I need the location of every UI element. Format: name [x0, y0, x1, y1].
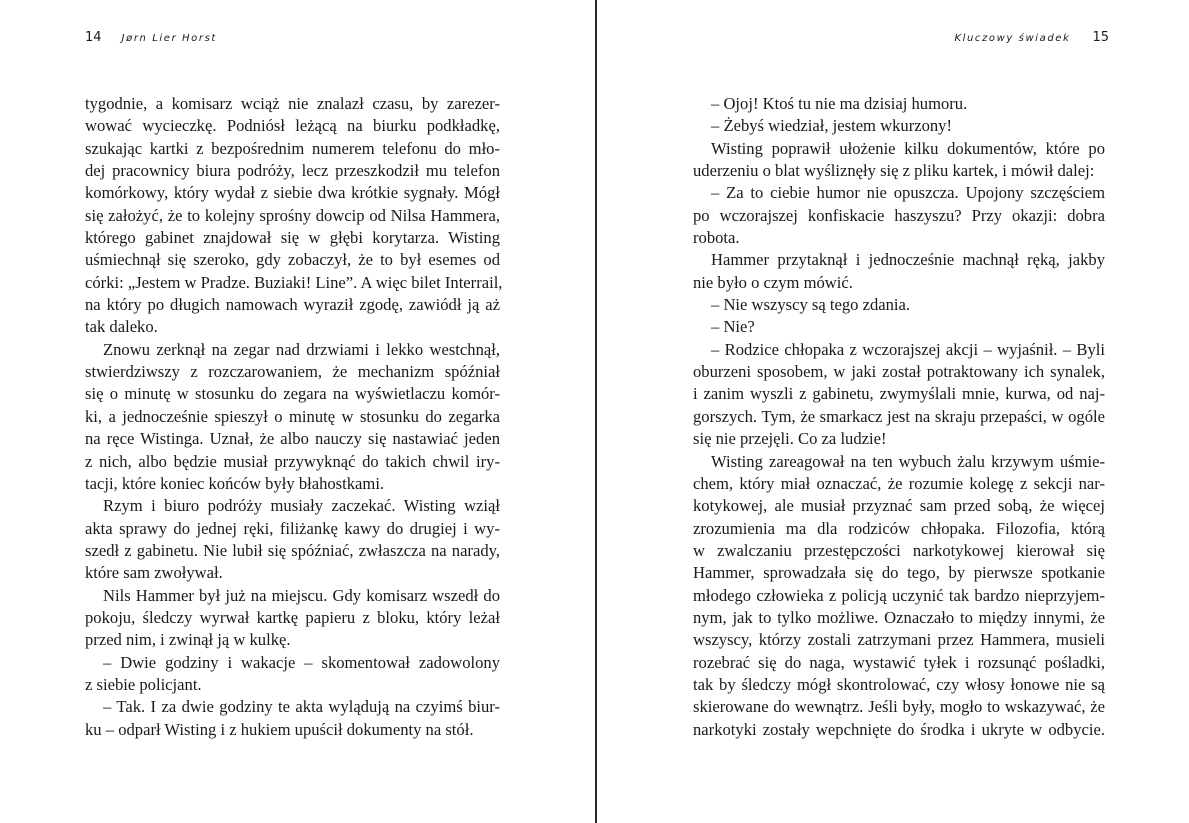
- text-line: po wczorajszej konfiskacie haszyszu? Przy okazji: dobra: [693, 205, 1105, 225]
- page-number-right: 15: [1092, 30, 1109, 45]
- text-line: chem, który miał oznaczać, że rozumie kolegę z sekcji nar-: [693, 473, 1105, 493]
- text-line: – Rodzice chłopaka z wczorajszej akcji – wyjaśnił. – Byli: [711, 339, 1105, 359]
- text-line: tygodnie, a komisarz wciąż nie znalazł czasu, by zarezer-: [85, 94, 500, 113]
- text-line: Nils Hammer był już na miejscu. Gdy komisarz wszedł do: [103, 585, 500, 605]
- text-line: na który po długich namowach wyraził zgodę, zawiódł ją aż: [85, 295, 500, 315]
- text-line: córki: „Jestem w Pradze. Buziaki! Line”. A więc bilet Interrail,: [85, 272, 503, 292]
- text-line: komórkowy, który wydał z siebie dwa krótkie sygnały. Mógł: [85, 183, 500, 203]
- text-line: kotykowej, ale musiał przyznać sam przed sobą, że więcej: [693, 496, 1105, 516]
- text-line: uśmiechnął się szeroko, gdy zobaczył, że to był esemes od: [85, 250, 500, 270]
- author-name: Jørn Lier Horst: [121, 33, 217, 44]
- text-line: narkotyki zostały wepchnięte do środka i ukryte w odbycie.: [693, 719, 1105, 739]
- text-line: – Ojoj! Ktoś tu nie ma dzisiaj humoru.: [711, 94, 968, 113]
- text-line: wszyscy, którzy zostali zatrzymani przez Hammera, musieli: [693, 630, 1105, 650]
- page-number-left: 14: [85, 30, 102, 45]
- text-line: Wisting zareagował na ten wybuch żalu krzywym uśmie-: [711, 451, 1105, 471]
- text-line: z nich, albo będzie musiał przywyknąć do takich chwil iry-: [85, 451, 500, 471]
- right-page-text: [693, 93, 1105, 741]
- text-line: – Za to ciebie humor nie opuszcza. Upojony szczęściem: [711, 183, 1105, 203]
- text-line: młodego człowieka z policją uczynić tak bardzo nieprzyjem-: [693, 585, 1105, 605]
- text-line: i zanim wyszli z gabinetu, zwymyślali mnie, kurwa, od naj-: [693, 384, 1105, 404]
- text-line: Hammer przytaknął i jednocześnie machnął ręką, jakby: [711, 250, 1105, 270]
- text-line: z siebie policjant.: [85, 674, 202, 694]
- text-line: Wisting poprawił ułożenie kilku dokumentów, które po: [711, 138, 1105, 158]
- text-line: – Tak. I za dwie godziny te akta wylądują na czyimś biur-: [103, 697, 500, 717]
- text-line: akta sprawy do jednej ręki, filiżankę kawy do drugiej i wy-: [85, 518, 500, 538]
- text-line: pokoju, śledczy wyrwał kartkę papieru z bloku, który leżał: [85, 607, 500, 627]
- text-line: tak by śledczy mógł skontrolować, czy włosy łonowe nie są: [693, 674, 1105, 694]
- book-title: Kluczowy świadek: [954, 33, 1071, 44]
- text-line: szedł z gabinetu. Nie lubił się spóźniać, zwłaszcza na narady,: [85, 540, 500, 560]
- right-page: [597, 0, 1189, 823]
- text-line: – Nie wszyscy są tego zdania.: [711, 295, 911, 315]
- text-line: – Nie?: [711, 317, 755, 337]
- text-line: szukając kartki z bezpośrednim numerem telefonu do mło-: [85, 138, 500, 158]
- text-line: się o minutę w stosunku do zegara na wyświetlaczu komór-: [85, 384, 500, 404]
- text-line: Rzym i biuro podróży musiały zaczekać. Wisting wziął: [103, 496, 500, 516]
- text-line: Znowu zerknął na zegar nad drzwiami i lekko westchnął,: [103, 339, 500, 359]
- text-line: się nie przejęli. Co za ludzie!: [693, 429, 887, 449]
- text-line: ki, a jednocześnie spieszył o minutę w stosunku do zegarka: [85, 406, 500, 426]
- right-running-head: [954, 28, 1109, 49]
- text-line: skierowane do wewnątrz. Jeśli były, mogło to wskazywać, że: [693, 697, 1105, 717]
- text-line: które sam zwoływał.: [85, 563, 223, 583]
- text-line: nie było o czym mówić.: [693, 272, 853, 292]
- text-line: uderzeniu o blat wyśliznęły się z pliku kartek, i mówił dalej:: [693, 161, 1095, 181]
- text-line: wować wycieczkę. Podniósł leżącą na biurku podkładkę,: [85, 116, 500, 136]
- text-line: tak daleko.: [85, 317, 158, 337]
- text-line: ku – odparł Wisting i z hukiem upuścił dokumenty na stół.: [85, 719, 474, 739]
- left-running-head: [85, 28, 217, 49]
- text-line: się założyć, że to kolejny sprośny dowcip od Nilsa Hammera,: [85, 205, 500, 225]
- text-line: – Dwie godziny i wakacje – skomentował zadowolony: [103, 652, 500, 672]
- text-line: dej pracownicy biura podróży, lecz przeszkodził mu telefon: [85, 161, 500, 181]
- text-line: którego gabinet znajdował się w głębi korytarza. Wisting: [85, 228, 500, 248]
- text-line: tacji, które koniec końców były błahostkami.: [85, 473, 385, 493]
- text-line: gorszych. Tym, że smarkacz jest na skraju przepaści, w ogóle: [693, 406, 1105, 426]
- text-line: przed nim, i zwinął ją w kulkę.: [85, 630, 291, 650]
- text-line: nym, jak to tylko możliwe. Oznaczało to między innymi, że: [693, 607, 1105, 627]
- left-page-text: [85, 93, 503, 741]
- text-line: zrozumienia ma dla rodziców chłopaka. Filozofia, którą: [693, 518, 1105, 538]
- text-line: – Żebyś wiedział, jestem wkurzony!: [711, 116, 952, 136]
- text-line: robota.: [693, 228, 740, 248]
- text-line: na ręce Wistinga. Uznał, że albo nauczy się nastawiać jeden: [85, 429, 500, 449]
- text-line: Hammer, sprowadzała się do tego, by pierwsze spotkanie: [693, 563, 1105, 583]
- text-line: rozebrać się do naga, wystawić tyłek i rozsunąć pośladki,: [693, 652, 1105, 672]
- text-line: w zwalczaniu przestępczości narkotykowej kierował się: [693, 540, 1105, 560]
- text-line: stwierdziwszy z rozczarowaniem, że mechanizm spóźniał: [85, 362, 500, 382]
- text-line: oburzeni sposobem, w jaki został potraktowany ich synalek,: [693, 362, 1105, 382]
